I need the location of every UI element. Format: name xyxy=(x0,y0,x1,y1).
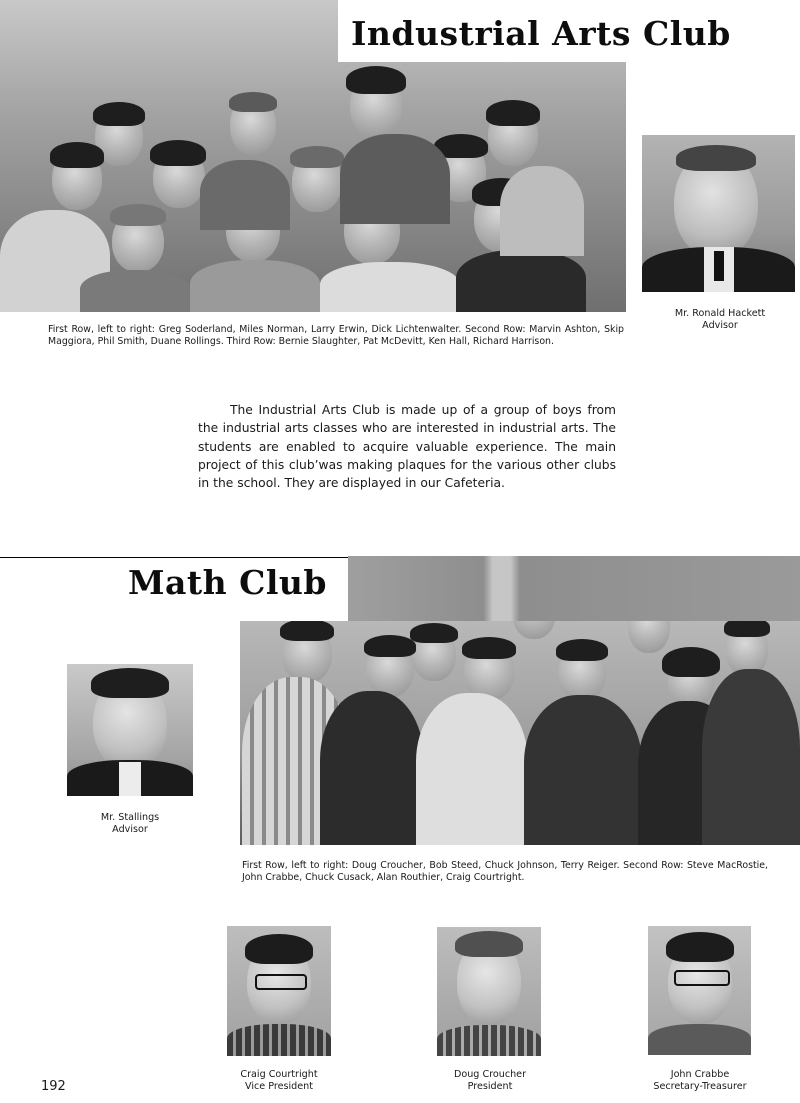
industrial-description: The Industrial Arts Club is made up of a group of boys from the industrial arts classes who are interested in industrial arts. The students are enabled to acquire valuable experience. The main project of this club’was making plaques for the various other clubs in the school. They are displayed in our Cafeteria. xyxy=(198,403,616,491)
officer-name-croucher: Doug Croucher xyxy=(453,1069,527,1080)
officer-role-courtright: Vice President xyxy=(245,1081,313,1092)
officer-portrait-crabbe xyxy=(648,926,751,1055)
industrial-arts-club-title: Industrial Arts Club xyxy=(351,14,731,53)
advisor-name-stallings: Mr. Stallings xyxy=(100,812,160,823)
industrial-group-caption: First Row, left to right: Greg Soderland, Miles Norman, Larry Erwin, Dick Lichtenwalter. Second Row: Marvin Ashton, Skip Maggiora, Phil Smith, Duane Rollings. Third Row: Bernie Slaughter, Pat McDevitt, Ken Hall, Richard Harrison. xyxy=(48,324,624,347)
officer-name-crabbe: John Crabbe xyxy=(670,1069,730,1080)
advisor-portrait-stallings xyxy=(67,664,193,796)
advisor-role-hackett: Advisor xyxy=(702,320,738,331)
officer-role-crabbe: Secretary-Treasurer xyxy=(653,1081,747,1092)
advisor-portrait-hackett xyxy=(642,135,795,292)
officer-portrait-courtright xyxy=(227,926,331,1056)
advisor-role-stallings: Advisor xyxy=(112,824,148,835)
math-background-wall xyxy=(348,556,800,622)
math-club-title: Math Club xyxy=(128,563,328,602)
advisor-name-hackett: Mr. Ronald Hackett xyxy=(674,308,766,319)
officer-role-croucher: President xyxy=(467,1081,513,1092)
math-section-divider xyxy=(0,557,350,558)
officer-portrait-croucher xyxy=(437,927,541,1056)
math-group-caption: First Row, left to right: Doug Croucher, Bob Steed, Chuck Johnson, Terry Reiger. Second Row: Steve MacRostie, John Crabbe, Chuck Cusack, Alan Routhier, Craig Courtright. xyxy=(242,860,768,883)
officer-name-courtright: Craig Courtright xyxy=(240,1069,318,1080)
page-number: 192 xyxy=(41,1079,66,1094)
group-photo-math-club xyxy=(240,621,800,845)
